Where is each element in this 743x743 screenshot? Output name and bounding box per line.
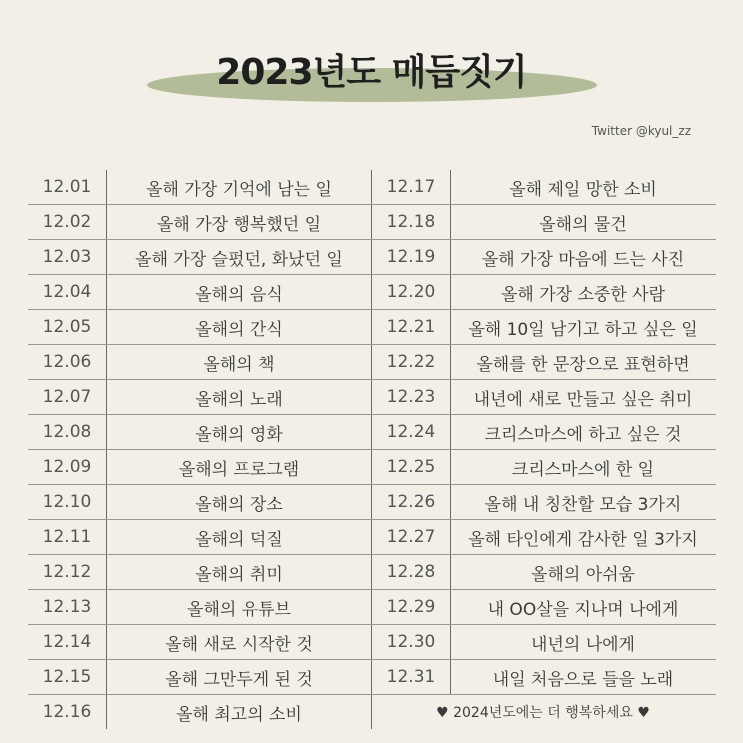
- prompt-cell: 올해의 노래: [195, 389, 283, 410]
- title-area: [0, 36, 743, 106]
- prompt-cell: 올해의 영화: [195, 424, 283, 445]
- prompt-cell: 올해 새로 시작한 것: [165, 634, 313, 655]
- date-cell: 12.11: [42, 527, 92, 547]
- table-row: [28, 449, 716, 484]
- date-cell: 12.23: [386, 387, 436, 407]
- prompt-cell: 올해 가장 마음에 드는 사진: [481, 249, 685, 270]
- prompt-cell: 크리스마스에 하고 싶은 것: [484, 424, 682, 445]
- table-row: [28, 414, 716, 449]
- prompt-cell: 올해 타인에게 감사한 일 3가지: [468, 529, 698, 550]
- prompt-cell: 올해를 한 문장으로 표현하면: [476, 354, 690, 375]
- date-cell: 12.09: [42, 457, 92, 477]
- prompt-cell: 올해의 덕질: [195, 529, 283, 550]
- date-cell: 12.02: [42, 212, 92, 232]
- date-cell: 12.14: [42, 632, 92, 652]
- prompt-cell: 올해의 장소: [195, 494, 283, 515]
- prompt-cell: 올해 최고의 소비: [176, 704, 302, 725]
- prompt-cell: 올해 가장 행복했던 일: [156, 214, 321, 235]
- date-cell: 12.18: [386, 212, 436, 232]
- prompt-cell: 내 OO살을 지나며 나에게: [487, 599, 679, 620]
- credit-text: Twitter @kyul_zz: [591, 124, 691, 138]
- table-row: [28, 309, 716, 344]
- table-row: [28, 239, 716, 274]
- date-cell: 12.12: [42, 562, 92, 582]
- table-row: [28, 519, 716, 554]
- prompt-cell: 올해의 유튜브: [187, 599, 291, 620]
- prompt-cell: 내일 처음으로 들을 노래: [492, 669, 674, 690]
- date-cell: 12.05: [42, 317, 92, 337]
- table-row: [28, 344, 716, 379]
- date-cell: 12.03: [42, 247, 92, 267]
- prompt-cell: 올해의 물건: [539, 214, 627, 235]
- table-row: [28, 624, 716, 659]
- prompt-table: [28, 170, 716, 729]
- date-cell: 12.29: [386, 597, 436, 617]
- prompt-cell: 올해 가장 소중한 사람: [500, 284, 665, 305]
- closing-message: ♥ 2024년도에는 더 행복하세요 ♥: [436, 705, 650, 721]
- table-row: [28, 659, 716, 694]
- prompt-cell: 올해 가장 기억에 남는 일: [146, 179, 332, 200]
- date-cell: 12.20: [386, 282, 436, 302]
- prompt-cell: 올해 그만두게 된 것: [165, 669, 313, 690]
- table-row: [28, 484, 716, 519]
- prompt-cell: 올해의 책: [203, 354, 275, 375]
- date-cell: 12.31: [386, 667, 436, 687]
- table-row-last: [28, 694, 716, 729]
- date-cell: 12.22: [386, 352, 436, 372]
- date-cell: 12.26: [386, 492, 436, 512]
- table-row: [28, 554, 716, 589]
- table-row: [28, 274, 716, 309]
- prompt-cell: 올해 가장 슬펐던, 화났던 일: [135, 249, 343, 270]
- date-cell: 12.24: [386, 422, 436, 442]
- date-cell: 12.08: [42, 422, 92, 442]
- date-cell: 12.01: [42, 177, 92, 197]
- table-row: [28, 589, 716, 624]
- prompt-cell: 내년에 새로 만들고 싶은 취미: [473, 389, 693, 410]
- date-cell: 12.10: [42, 492, 92, 512]
- date-cell: 12.25: [386, 457, 436, 477]
- date-cell: 12.13: [42, 597, 92, 617]
- prompt-cell: 올해의 간식: [195, 319, 283, 340]
- date-cell: 12.30: [386, 632, 436, 652]
- date-cell: 12.28: [386, 562, 436, 582]
- table-row: [28, 379, 716, 414]
- date-cell: 12.07: [42, 387, 92, 407]
- prompt-cell: 올해의 취미: [195, 564, 283, 585]
- date-cell: 12.21: [386, 317, 436, 337]
- prompt-cell: 내년의 나에게: [531, 634, 635, 655]
- page-title: 2023년도 매듭짓기: [216, 52, 527, 93]
- date-cell: 12.17: [386, 177, 436, 197]
- table-row: [28, 204, 716, 239]
- prompt-cell: 올해 제일 망한 소비: [509, 179, 657, 200]
- date-cell: 12.16: [42, 702, 92, 722]
- prompt-cell: 올해 10일 남기고 하고 싶은 일: [468, 319, 698, 340]
- prompt-cell: 올해의 아쉬움: [531, 564, 635, 585]
- prompt-cell: 올해의 음식: [195, 284, 283, 305]
- prompt-cell: 올해의 프로그램: [178, 459, 300, 480]
- date-cell: 12.19: [386, 247, 436, 267]
- prompt-cell: 올해 내 칭찬할 모습 3가지: [484, 494, 682, 515]
- date-cell: 12.06: [42, 352, 92, 372]
- date-cell: 12.27: [386, 527, 436, 547]
- table-row: [28, 170, 716, 204]
- date-cell: 12.04: [42, 282, 92, 302]
- prompt-cell: 크리스마스에 한 일: [511, 459, 655, 480]
- date-cell: 12.15: [42, 667, 92, 687]
